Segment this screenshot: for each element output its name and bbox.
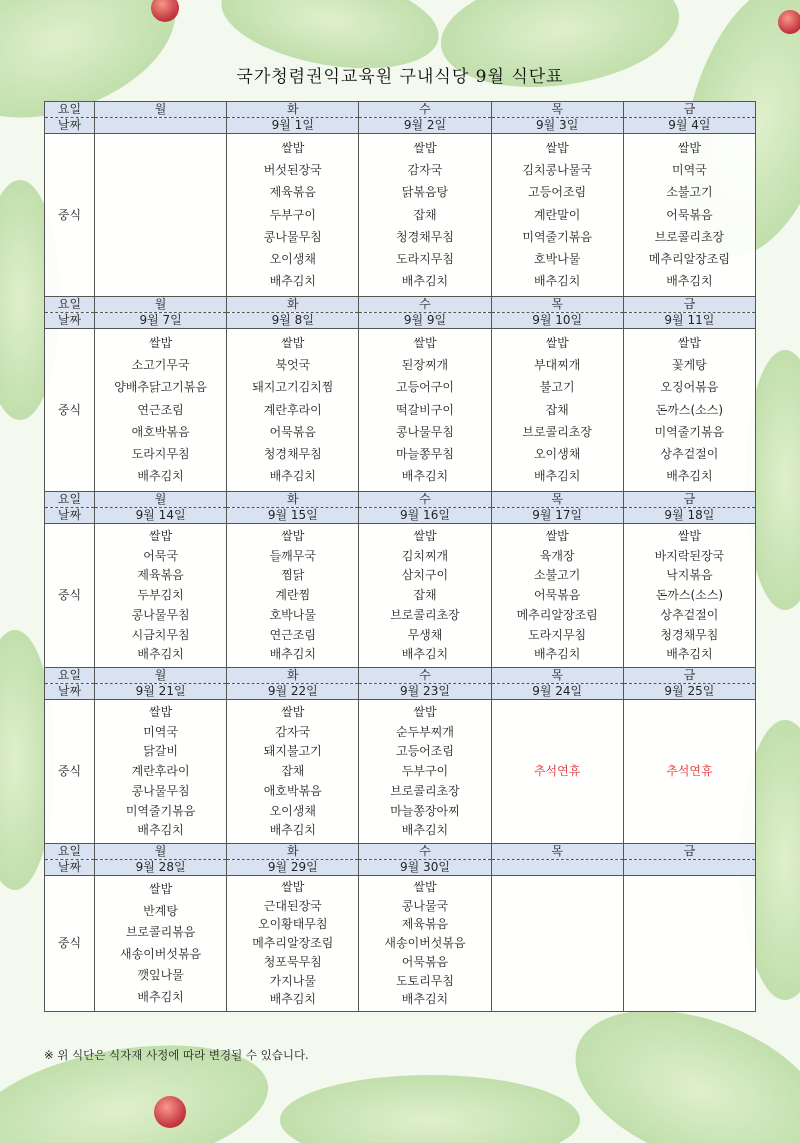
menu-item: 오이생채 — [269, 251, 316, 266]
menu-item: 쌀밥 — [545, 528, 569, 543]
weekday-cell: 수 — [359, 102, 491, 118]
menu-item: 소고기무국 — [131, 358, 190, 373]
menu-item: 배추김치 — [269, 647, 316, 662]
menu-item: 배추김치 — [401, 468, 449, 483]
weekday-label: 요일 — [45, 844, 95, 860]
date-cell: 9월 17일 — [491, 508, 623, 524]
weekday-label: 요일 — [45, 102, 95, 118]
date-row — [45, 684, 756, 700]
menu-item: 콩나물무침 — [263, 229, 322, 244]
lunch-label: 중식 — [45, 876, 95, 1012]
menu-item: 메추리알장조림 — [252, 936, 334, 950]
weekday-cell: 월 — [95, 844, 227, 860]
menu-item: 감자국 — [407, 163, 443, 178]
lunch-menu-cell — [623, 134, 755, 297]
menu-item: 제육볶음 — [269, 185, 316, 200]
lunch-label: 중식 — [45, 700, 95, 844]
date-cell: 9월 23일 — [359, 684, 491, 700]
date-cell: 9월 25일 — [623, 684, 755, 700]
menu-list — [624, 700, 755, 843]
weekday-cell: 목 — [491, 844, 623, 860]
menu-item: 두부구이 — [269, 207, 316, 222]
menu-item: 미역국 — [671, 163, 707, 178]
date-row — [45, 118, 756, 134]
menu-item: 잡채 — [413, 588, 437, 602]
weekday-cell: 월 — [95, 668, 227, 684]
menu-item: 두부구이 — [401, 764, 449, 778]
menu-item: 깻잎나물 — [137, 968, 184, 983]
menu-item: 새송이버섯볶음 — [120, 946, 202, 961]
menu-item: 삼치구이 — [401, 568, 449, 583]
date-cell: 9월 7일 — [95, 313, 227, 329]
date-row — [45, 860, 756, 876]
menu-item: 잡채 — [281, 764, 305, 778]
lunch-row — [45, 876, 756, 1012]
weekday-cell: 목 — [491, 492, 623, 508]
menu-list — [492, 876, 623, 1011]
menu-item: 버섯된장국 — [263, 163, 322, 178]
lunch-label: 중식 — [45, 329, 95, 492]
menu-item: 상추겉절이 — [660, 446, 719, 461]
menu-list — [492, 134, 623, 296]
weekday-row — [45, 102, 756, 118]
menu-item: 쌀밥 — [413, 528, 437, 543]
date-cell: 9월 9일 — [359, 313, 491, 329]
menu-item: 어묵국 — [143, 548, 178, 563]
lunch-menu-cell — [623, 876, 755, 1012]
menu-item: 쌀밥 — [545, 336, 569, 351]
menu-item: 브로콜리초장 — [390, 783, 460, 798]
lunch-menu-cell — [623, 524, 755, 668]
menu-list — [359, 524, 490, 667]
menu-list — [624, 134, 755, 296]
menu-item: 배추김치 — [533, 647, 581, 662]
menu-item: 소불고기 — [533, 568, 581, 583]
menu-item: 쌀밥 — [281, 141, 305, 156]
menu-item: 오이황태무침 — [258, 917, 328, 932]
menu-item: 고등어조림 — [528, 185, 587, 200]
menu-item: 찜닭 — [281, 568, 305, 583]
menu-item: 어묵볶음 — [666, 207, 713, 222]
menu-item: 어묵볶음 — [269, 424, 316, 439]
menu-list — [492, 329, 623, 491]
weekday-label: 요일 — [45, 492, 95, 508]
date-cell: 9월 29일 — [227, 860, 359, 876]
menu-item: 오징어볶음 — [660, 380, 719, 395]
menu-item: 양배추닭고기볶음 — [114, 380, 207, 395]
menu-item: 계란후라이 — [263, 402, 322, 417]
menu-item: 도라지무침 — [131, 446, 190, 461]
footnote: ※ 위 식단은 식자재 사정에 따라 변경될 수 있습니다. — [44, 1048, 309, 1062]
menu-item: 배추김치 — [401, 273, 449, 288]
menu-item: 고등어구이 — [395, 380, 454, 395]
menu-item: 어묵볶음 — [533, 588, 581, 602]
menu-item: 배추김치 — [401, 823, 449, 838]
menu-list — [227, 700, 358, 843]
menu-item: 오이생채 — [533, 446, 581, 461]
menu-item: 가지나물 — [269, 973, 316, 988]
date-label: 날짜 — [45, 860, 95, 876]
lunch-menu-cell — [359, 134, 491, 297]
menu-item: 반계탕 — [143, 903, 178, 918]
menu-item: 쌀밥 — [281, 336, 305, 351]
lunch-menu-cell — [227, 876, 359, 1012]
menu-item: 청경채무침 — [660, 627, 719, 642]
lunch-menu-cell — [227, 700, 359, 844]
menu-item: 낙지볶음 — [666, 568, 713, 583]
menu-item: 무생채 — [407, 627, 443, 642]
lunch-menu-cell — [95, 876, 227, 1012]
menu-list — [95, 134, 226, 296]
lunch-menu-cell — [623, 329, 755, 492]
weekday-cell: 수 — [359, 492, 491, 508]
menu-item: 배추김치 — [533, 468, 581, 483]
menu-item: 근대된장국 — [263, 898, 322, 913]
date-cell: 9월 1일 — [227, 118, 359, 134]
menu-item: 마늘쫑장아찌 — [390, 803, 460, 818]
weekday-row — [45, 844, 756, 860]
menu-item: 콩나물국 — [401, 898, 449, 913]
menu-item: 쌀밥 — [149, 336, 173, 351]
menu-item: 배추김치 — [269, 273, 316, 288]
weekday-cell: 금 — [623, 492, 755, 508]
weekday-cell: 수 — [359, 668, 491, 684]
date-cell: 9월 18일 — [623, 508, 755, 524]
menu-item: 돼지고기김치찜 — [252, 380, 334, 395]
menu-item: 돼지불고기 — [263, 744, 322, 759]
menu-item: 연근조림 — [137, 402, 184, 417]
menu-list — [359, 876, 490, 1011]
menu-item: 상추겉절이 — [660, 607, 719, 622]
date-cell: 9월 14일 — [95, 508, 227, 524]
weekday-cell: 수 — [359, 297, 491, 313]
menu-item: 감자국 — [275, 724, 311, 739]
lunch-menu-cell — [491, 700, 623, 844]
weekday-row — [45, 492, 756, 508]
date-row — [45, 313, 756, 329]
menu-item: 잡채 — [413, 207, 437, 222]
lunch-menu-cell — [227, 524, 359, 668]
menu-item: 쌀밥 — [281, 879, 305, 894]
menu-item: 배추김치 — [666, 647, 713, 662]
date-cell: 9월 15일 — [227, 508, 359, 524]
menu-item: 브로콜리초장 — [390, 607, 460, 622]
menu-list — [227, 876, 358, 1011]
menu-item: 연근조림 — [269, 627, 316, 642]
date-cell: 9월 30일 — [359, 860, 491, 876]
date-cell: 9월 3일 — [491, 118, 623, 134]
lunch-menu-cell — [95, 700, 227, 844]
date-cell: 9월 10일 — [491, 313, 623, 329]
menu-table — [44, 101, 756, 1012]
menu-item: 배추김치 — [666, 273, 713, 288]
menu-item: 콩나물무침 — [131, 607, 190, 622]
menu-item: 부대찌개 — [533, 358, 581, 373]
menu-item: 미역줄기볶음 — [654, 424, 725, 439]
menu-item: 도라지무침 — [395, 251, 454, 266]
menu-item: 호박나물 — [269, 607, 316, 622]
holiday-notice: 추석연휴 — [666, 764, 713, 778]
menu-item: 배추김치 — [269, 823, 316, 838]
menu-item: 제육볶음 — [137, 568, 184, 583]
lunch-row — [45, 700, 756, 844]
menu-list — [359, 329, 490, 491]
menu-item: 돈까스(소스) — [655, 402, 724, 417]
date-label: 날짜 — [45, 118, 95, 134]
menu-item: 배추김치 — [137, 468, 184, 483]
menu-item: 들깨무국 — [269, 548, 316, 563]
menu-list — [227, 329, 358, 491]
lunch-menu-cell — [95, 134, 227, 297]
menu-item: 시금치무침 — [131, 627, 190, 642]
menu-item: 두부김치 — [137, 588, 184, 602]
menu-item: 쌀밥 — [149, 704, 173, 719]
weekday-label: 요일 — [45, 297, 95, 313]
menu-item: 김치콩나물국 — [522, 163, 592, 178]
menu-item: 배추김치 — [269, 468, 316, 483]
menu-item: 계란말이 — [533, 207, 581, 222]
menu-item: 배추김치 — [401, 992, 449, 1007]
menu-item: 콩나물무침 — [395, 424, 454, 439]
menu-item: 잡채 — [545, 402, 569, 417]
menu-list — [95, 876, 226, 1011]
menu-item: 쌀밥 — [677, 336, 701, 351]
menu-list — [227, 134, 358, 296]
date-label: 날짜 — [45, 684, 95, 700]
menu-item: 쌀밥 — [677, 141, 701, 156]
lunch-row — [45, 134, 756, 297]
date-cell: 9월 16일 — [359, 508, 491, 524]
lunch-label: 중식 — [45, 524, 95, 668]
menu-list — [95, 329, 226, 491]
menu-item: 김치찌개 — [401, 548, 449, 563]
date-cell: 9월 2일 — [359, 118, 491, 134]
date-cell: 9월 24일 — [491, 684, 623, 700]
lunch-menu-cell — [623, 700, 755, 844]
weekday-label: 요일 — [45, 668, 95, 684]
weekday-cell: 목 — [491, 297, 623, 313]
menu-item: 쌀밥 — [413, 141, 437, 156]
menu-item: 불고기 — [539, 380, 575, 395]
menu-item: 쌀밥 — [677, 528, 701, 543]
lunch-label: 중식 — [45, 134, 95, 297]
lunch-menu-cell — [491, 524, 623, 668]
menu-list — [492, 700, 623, 843]
menu-list — [359, 134, 490, 296]
menu-item: 제육볶음 — [401, 917, 449, 932]
menu-item: 돈까스(소스) — [655, 588, 724, 602]
menu-item: 배추김치 — [269, 992, 316, 1007]
menu-item: 쌀밥 — [545, 141, 569, 156]
menu-item: 육개장 — [539, 548, 575, 563]
lunch-menu-cell — [227, 329, 359, 492]
weekday-cell: 금 — [623, 668, 755, 684]
menu-list — [95, 700, 226, 843]
weekday-cell: 월 — [95, 492, 227, 508]
menu-list — [624, 524, 755, 667]
date-cell: 9월 8일 — [227, 313, 359, 329]
weekday-cell: 금 — [623, 297, 755, 313]
weekday-cell: 수 — [359, 844, 491, 860]
menu-item: 미역국 — [143, 724, 178, 739]
menu-item: 쌀밥 — [413, 704, 437, 719]
menu-item: 메추리알장조림 — [648, 251, 730, 266]
menu-item: 배추김치 — [137, 989, 184, 1004]
menu-item: 마늘쫑무침 — [395, 446, 454, 461]
menu-item: 청경채무침 — [395, 229, 454, 244]
date-row — [45, 508, 756, 524]
lunch-menu-cell — [359, 329, 491, 492]
menu-item: 고등어조림 — [395, 744, 454, 759]
menu-item: 닭갈비 — [143, 744, 178, 759]
weekday-cell: 화 — [227, 297, 359, 313]
lunch-menu-cell — [491, 134, 623, 297]
lunch-menu-cell — [491, 876, 623, 1012]
date-cell — [95, 118, 227, 134]
menu-item: 쌀밥 — [413, 336, 437, 351]
date-cell: 9월 22일 — [227, 684, 359, 700]
weekday-cell: 월 — [95, 297, 227, 313]
menu-item: 미역줄기볶음 — [125, 803, 196, 818]
menu-list — [624, 876, 755, 1011]
lunch-menu-cell — [227, 134, 359, 297]
menu-item: 바지락된장국 — [654, 548, 725, 563]
menu-item: 쌀밥 — [149, 528, 173, 543]
lunch-menu-cell — [95, 329, 227, 492]
menu-item: 소불고기 — [666, 185, 713, 200]
menu-item: 브로콜리초장 — [522, 424, 592, 439]
weekday-cell: 목 — [491, 668, 623, 684]
menu-item: 배추김치 — [666, 468, 713, 483]
menu-item: 오이생채 — [269, 803, 316, 818]
menu-item: 메추리알장조림 — [516, 607, 598, 622]
menu-item: 순두부찌개 — [395, 724, 454, 739]
weekday-cell: 금 — [623, 102, 755, 118]
menu-list — [95, 524, 226, 667]
date-cell — [491, 860, 623, 876]
menu-item: 브로콜리볶음 — [125, 925, 196, 940]
menu-item: 배추김치 — [137, 647, 184, 662]
menu-item: 떡갈비구이 — [395, 402, 454, 417]
menu-item: 쌀밥 — [413, 879, 437, 894]
menu-item: 쌀밥 — [149, 882, 173, 897]
lunch-menu-cell — [359, 876, 491, 1012]
menu-item: 배추김치 — [137, 823, 184, 838]
date-cell: 9월 4일 — [623, 118, 755, 134]
date-cell: 9월 28일 — [95, 860, 227, 876]
weekday-cell: 화 — [227, 102, 359, 118]
menu-item: 청포묵무침 — [263, 954, 322, 969]
weekday-row — [45, 297, 756, 313]
menu-item: 계란찜 — [275, 588, 311, 602]
menu-list — [492, 524, 623, 667]
menu-item: 닭볶음탕 — [401, 185, 449, 200]
weekday-cell: 화 — [227, 492, 359, 508]
date-cell: 9월 11일 — [623, 313, 755, 329]
weekday-cell: 화 — [227, 844, 359, 860]
page-title: 국가청렴권익교육원 구내식당 9월 식단표 — [236, 67, 564, 87]
menu-item: 애호박볶음 — [131, 424, 190, 439]
date-label: 날짜 — [45, 313, 95, 329]
menu-item: 호박나물 — [533, 251, 581, 266]
lunch-menu-cell — [95, 524, 227, 668]
menu-item: 어묵볶음 — [401, 954, 449, 969]
holiday-notice: 추석연휴 — [533, 764, 581, 778]
lunch-menu-cell — [359, 524, 491, 668]
date-label: 날짜 — [45, 508, 95, 524]
menu-item: 도라지무침 — [528, 627, 587, 642]
menu-item: 청경채무침 — [263, 446, 322, 461]
weekday-row — [45, 668, 756, 684]
weekday-cell: 금 — [623, 844, 755, 860]
menu-item: 계란후라이 — [131, 764, 190, 778]
lunch-row — [45, 329, 756, 492]
menu-item: 쌀밥 — [281, 704, 305, 719]
menu-item: 브로콜리초장 — [654, 229, 725, 244]
menu-list — [359, 700, 490, 843]
lunch-row — [45, 524, 756, 668]
menu-item: 북엇국 — [275, 358, 311, 373]
lunch-menu-cell — [359, 700, 491, 844]
weekday-cell: 목 — [491, 102, 623, 118]
menu-item: 된장찌개 — [401, 358, 449, 373]
menu-item: 배추김치 — [533, 273, 581, 288]
weekday-cell: 월 — [95, 102, 227, 118]
menu-item: 도토리무침 — [395, 973, 454, 988]
menu-list — [227, 524, 358, 667]
menu-item: 꽃게탕 — [671, 358, 707, 373]
date-cell: 9월 21일 — [95, 684, 227, 700]
menu-item: 새송이버섯볶음 — [384, 936, 466, 950]
menu-item: 미역줄기볶음 — [522, 229, 592, 244]
date-cell — [623, 860, 755, 876]
menu-item: 애호박볶음 — [263, 783, 322, 798]
menu-item: 콩나물무침 — [131, 783, 190, 798]
menu-list — [624, 329, 755, 491]
menu-item: 배추김치 — [401, 647, 449, 662]
menu-item: 쌀밥 — [281, 528, 305, 543]
lunch-menu-cell — [491, 329, 623, 492]
weekday-cell: 화 — [227, 668, 359, 684]
